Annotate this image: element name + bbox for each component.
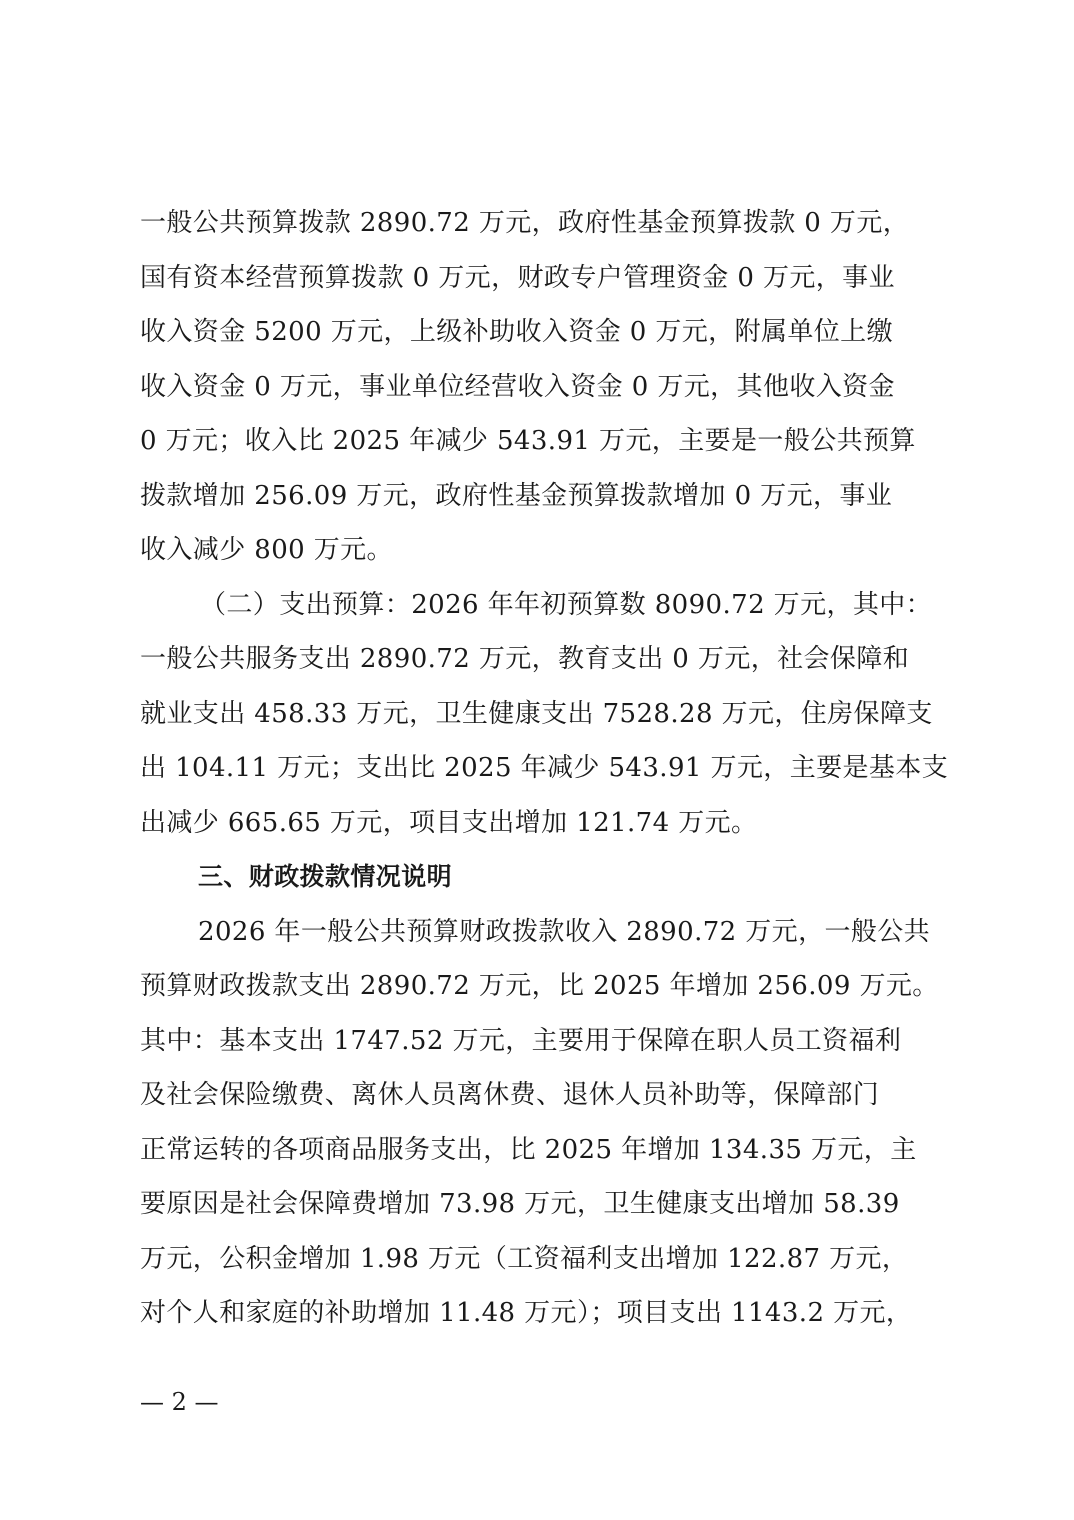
expenditure-paragraph-start: （二）支出预算：2026 年年初预算数 8090.72 万元，其中：: [200, 589, 933, 620]
text-line-1: 一般公共预算拨款 2890.72 万元，政府性基金预算拨款 0 万元，: [140, 208, 910, 238]
text-line-2: 国有资本经营预算拨款 0 万元，财政专户管理资金 0 万元，事业: [140, 262, 895, 293]
fiscal-paragraph-start: 2026 年一般公共预算财政拨款收入 2890.72 万元，一般公共: [198, 916, 931, 947]
text-line-18: 正常运转的各项商品服务支出，比 2025 年增加 134.35 万元，主: [140, 1134, 917, 1165]
text-line-19: 要原因是社会保障费增加 73.98 万元，卫生健康支出增加 58.39: [140, 1189, 900, 1219]
text-line-20: 万元，公积金增加 1.98 万元（工资福利支出增加 122.87 万元，: [140, 1243, 909, 1274]
text-line-10: 就业支出 458.33 万元，卫生健康支出 7528.28 万元，住房保障支: [140, 698, 933, 729]
text-line-15: 预算财政拨款支出 2890.72 万元，比 2025 年增加 256.09 万元。: [140, 971, 939, 1001]
body-text: [140, 196, 949, 1341]
text-line-11: 出 104.11 万元；支出比 2025 年减少 543.91 万元，主要是基本支: [140, 753, 949, 783]
text-line-3: 收入资金 5200 万元，上级补助收入资金 0 万元，附属单位上缴: [140, 317, 893, 347]
text-line-12: 出减少 665.65 万元，项目支出增加 121.74 万元。: [140, 807, 758, 838]
text-line-6: 拨款增加 256.09 万元，政府性基金预算拨款增加 0 万元，事业: [140, 480, 893, 511]
section-heading: 三、财政拨款情况说明: [198, 862, 453, 891]
text-line-5: 0 万元；收入比 2025 年减少 543.91 万元，主要是一般公共预算: [140, 426, 916, 456]
text-line-4: 收入资金 0 万元，事业单位经营收入资金 0 万元，其他收入资金: [140, 371, 895, 402]
text-line-17: 及社会保险缴费、离休人员离休费、退休人员补助等，保障部门: [140, 1080, 880, 1110]
text-line-21: 对个人和家庭的补助增加 11.48 万元）；项目支出 1143.2 万元，: [140, 1298, 913, 1328]
text-line-9: 一般公共服务支出 2890.72 万元，教育支出 0 万元，社会保障和: [140, 644, 910, 674]
text-line-16: 其中：基本支出 1747.52 万元，主要用于保障在职人员工资福利: [140, 1025, 902, 1056]
text-line-7: 收入减少 800 万元。: [140, 535, 393, 565]
page-number: — 2 —: [140, 1388, 219, 1416]
